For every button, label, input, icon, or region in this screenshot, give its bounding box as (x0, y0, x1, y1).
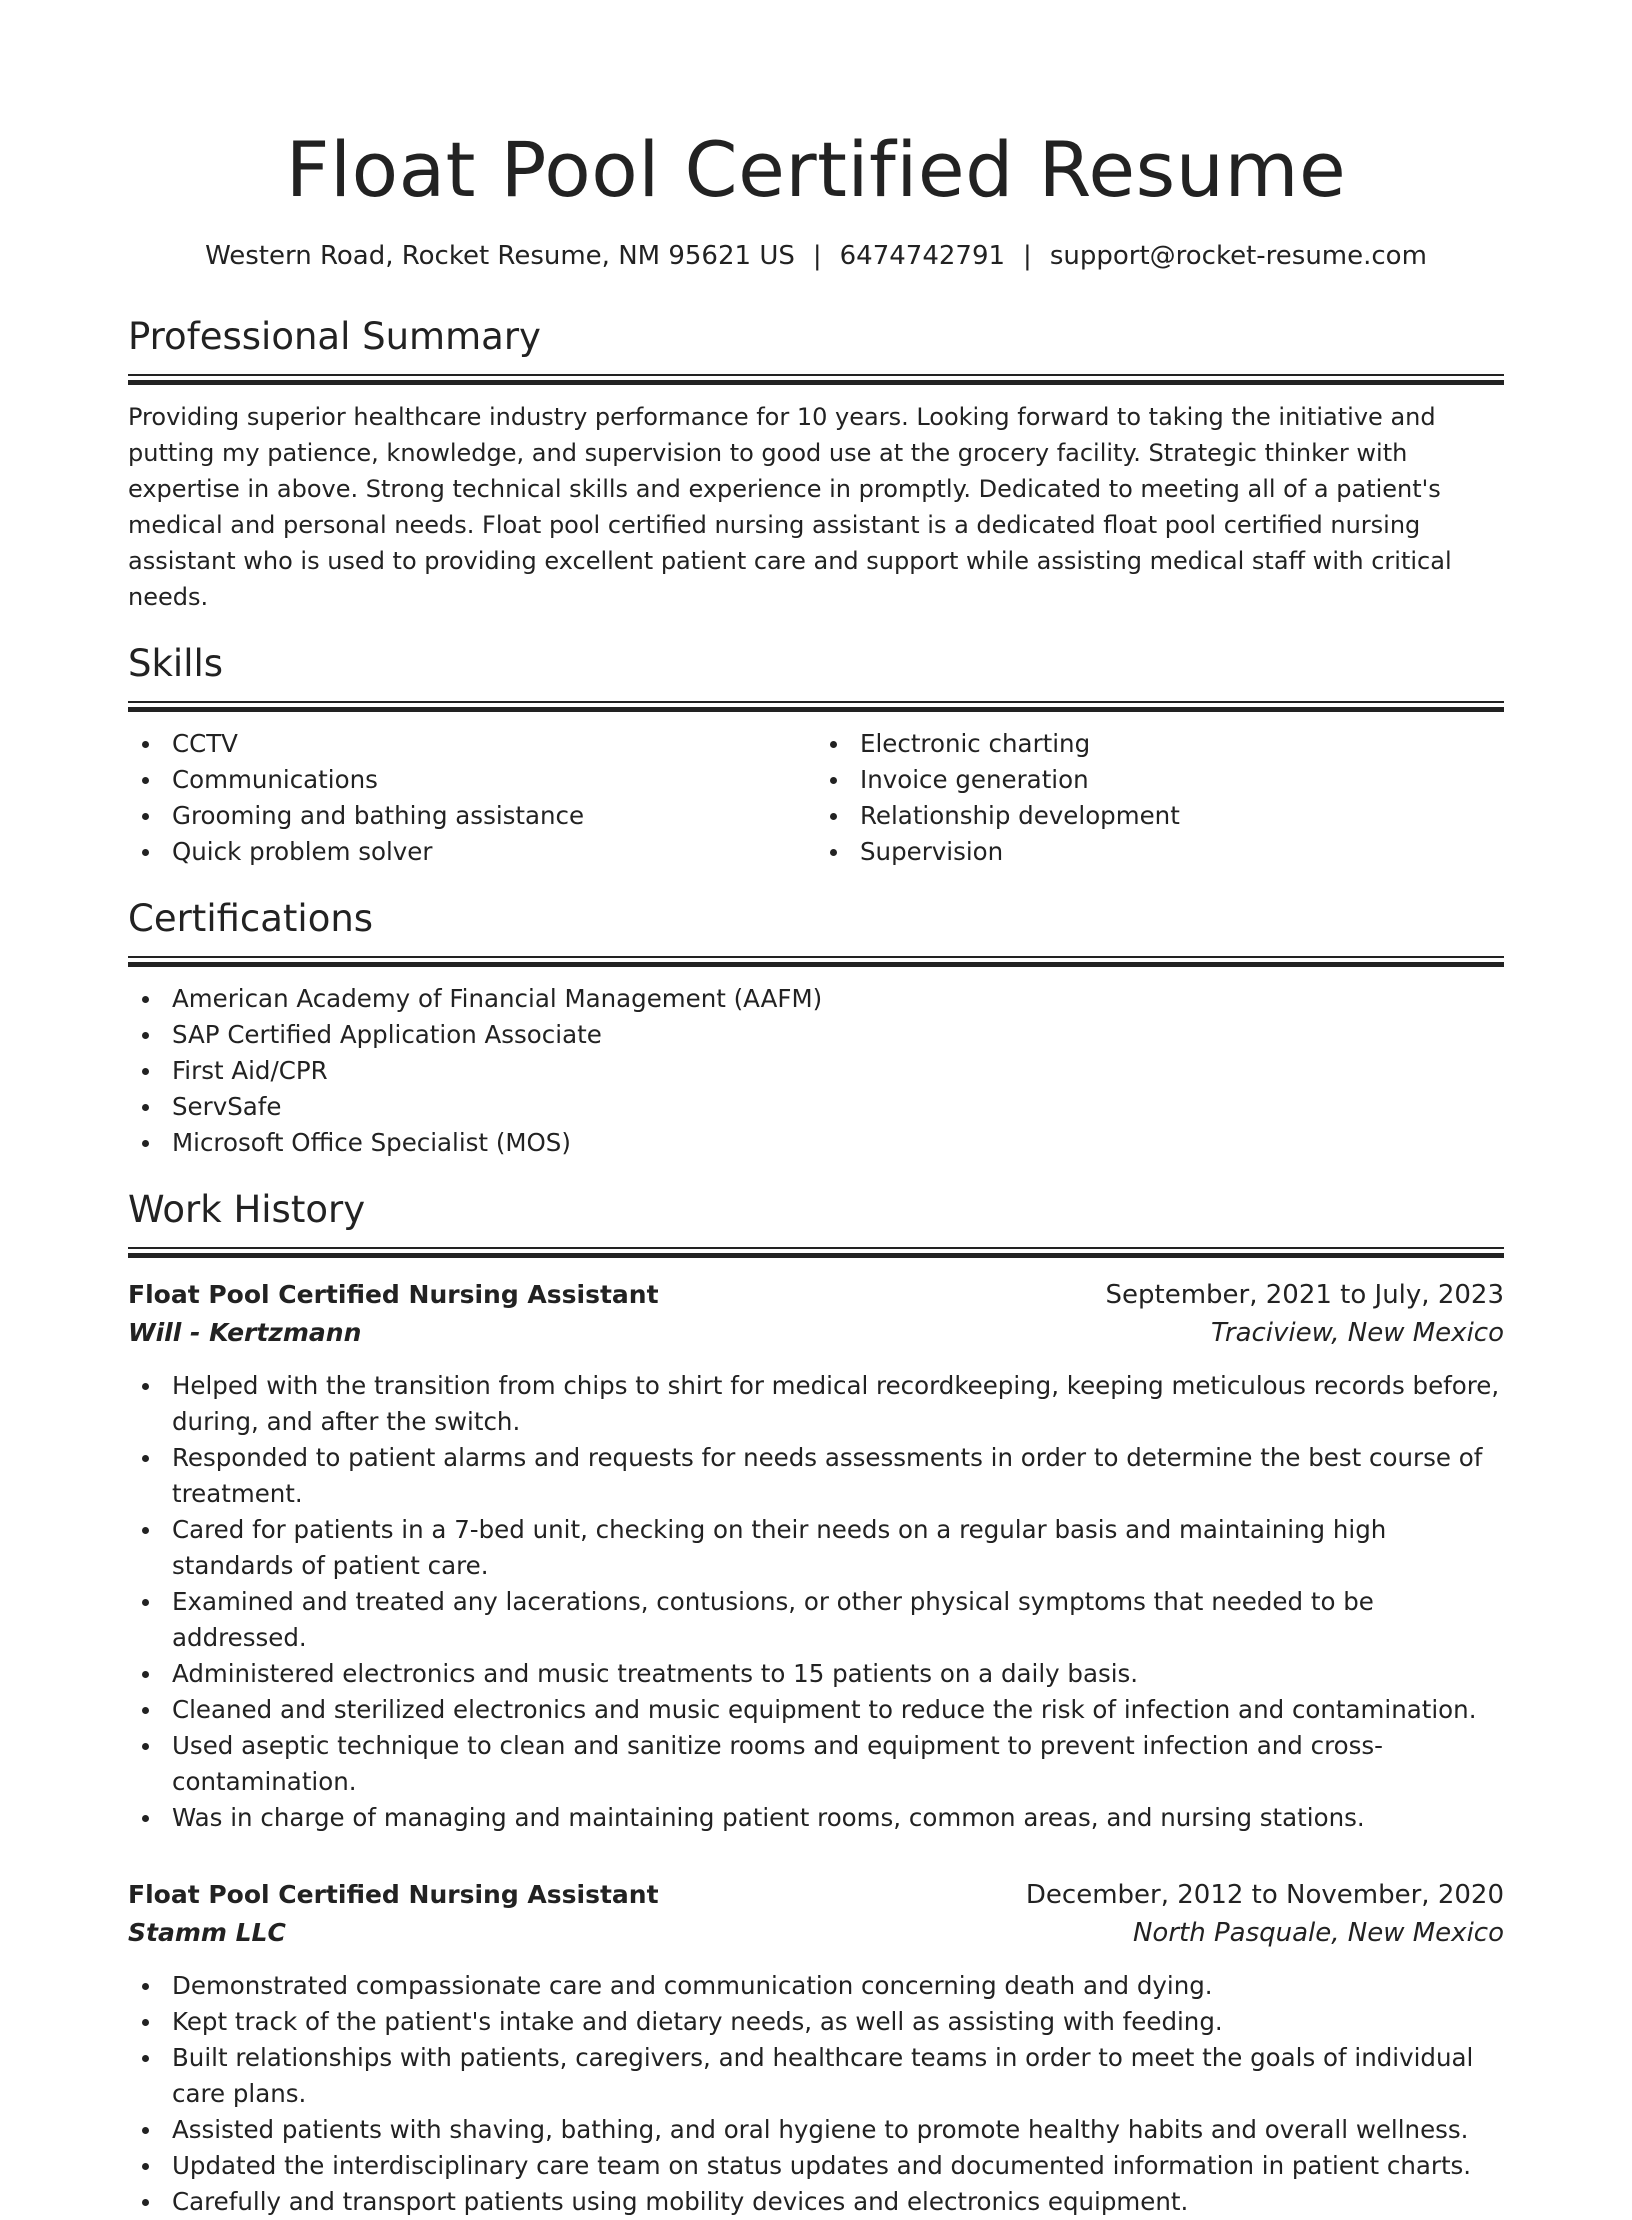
job-dates: December, 2012 to November, 2020 (1025, 1880, 1504, 1910)
skills-left-list (128, 726, 816, 870)
job-company: Will - Kertzmann (128, 1318, 362, 1347)
job-bullet: Updated the interdisciplinary care team on status updates and documented information in patient charts. (128, 2148, 1504, 2184)
contact-separator: | (1023, 241, 1032, 271)
skill-item: Relationship development (816, 798, 1504, 834)
job-title: Float Pool Certified Nursing Assistant (128, 1280, 659, 1309)
job-location: Traciview, New Mexico (1211, 1318, 1504, 1348)
contact-separator: | (812, 241, 822, 271)
job-bullet: Carefully and transport patients using mobility devices and electronics equipment. (128, 2184, 1504, 2220)
job-bullet: Responded to patient alarms and requests for needs assessments in order to determine the best course of treatment. (128, 1440, 1504, 1512)
certification-item: American Academy of Financial Management (AAFM) (128, 981, 1504, 1017)
job-bullet: Assisted patients with shaving, bathing, and oral hygiene to promote healthy habits and overall wellness. (128, 2112, 1504, 2148)
certifications-heading: Certifications (128, 897, 374, 940)
summary-text: Providing superior healthcare industry performance for 10 years. Looking forward to taking the initiative and putting my patience, knowledge, and supervision to good use at the grocery facility. Strategic thinker with expertise in above. Strong technical skills and experience in promptly. Dedicated to meeting all of a patient's medical and personal needs. Float pool certified nursing assistant is a dedicated float pool certified nursing assistant who is used to providing excellent patient care and support while assisting medical staff with critical needs. (128, 403, 1452, 611)
contact-line (128, 238, 1504, 274)
certifications-section (128, 896, 1504, 1161)
job-bullet: Used aseptic technique to clean and sanitize rooms and equipment to prevent infection and cross-contamination. (128, 1728, 1504, 1800)
job-entry (128, 1276, 1504, 1836)
section-rule (128, 701, 1504, 712)
job-header (128, 1876, 1504, 1914)
skill-item: CCTV (128, 726, 816, 762)
skill-item: Invoice generation (816, 762, 1504, 798)
job-company: Stamm LLC (128, 1918, 286, 1947)
section-rule (128, 1247, 1504, 1258)
summary-section (128, 314, 1504, 615)
work-section (128, 1187, 1504, 2220)
section-rule (128, 956, 1504, 967)
job-subheader (128, 1914, 1504, 1952)
job-bullets (128, 1368, 1504, 1836)
certification-item: Microsoft Office Specialist (MOS) (128, 1125, 1504, 1161)
section-rule (128, 374, 1504, 385)
job-title: Float Pool Certified Nursing Assistant (128, 1880, 659, 1909)
job-bullet: Demonstrated compassionate care and communication concerning death and dying. (128, 1968, 1504, 2004)
skill-item: Quick problem solver (128, 834, 816, 870)
job-bullet: Was in charge of managing and maintaining patient rooms, common areas, and nursing stations. (128, 1800, 1504, 1836)
job-subheader (128, 1314, 1504, 1352)
job-bullet: Built relationships with patients, caregivers, and healthcare teams in order to meet the goals of individual care plans. (128, 2040, 1504, 2112)
job-bullet: Cleaned and sterilized electronics and music equipment to reduce the risk of infection and contamination. (128, 1692, 1504, 1728)
skill-item: Supervision (816, 834, 1504, 870)
job-bullets (128, 1968, 1504, 2220)
contact-email: support@rocket-resume.com (1049, 241, 1427, 271)
job-bullet: Examined and treated any lacerations, contusions, or other physical symptoms that needed to be addressed. (128, 1584, 1504, 1656)
certification-item: First Aid/CPR (128, 1053, 1504, 1089)
contact-address: Western Road, Rocket Resume, NM 95621 US (205, 241, 795, 271)
skill-item: Grooming and bathing assistance (128, 798, 816, 834)
job-bullet: Administered electronics and music treatments to 15 patients on a daily basis. (128, 1656, 1504, 1692)
certification-item: SAP Certified Application Associate (128, 1017, 1504, 1053)
skill-item: Electronic charting (816, 726, 1504, 762)
skill-item: Communications (128, 762, 816, 798)
job-bullet: Cared for patients in a 7-bed unit, checking on their needs on a regular basis and maintaining high standards of patient care. (128, 1512, 1504, 1584)
skills-heading: Skills (128, 642, 224, 685)
job-dates: September, 2021 to July, 2023 (1105, 1280, 1504, 1310)
skills-section (128, 641, 1504, 870)
resume-title: Float Pool Certified Resume (285, 125, 1347, 214)
work-heading: Work History (128, 1188, 366, 1231)
certifications-list (128, 981, 1504, 1161)
job-location: North Pasquale, New Mexico (1132, 1918, 1504, 1948)
skills-right-list (816, 726, 1504, 870)
job-bullet: Kept track of the patient's intake and dietary needs, as well as assisting with feeding. (128, 2004, 1504, 2040)
summary-heading: Professional Summary (128, 315, 541, 358)
contact-phone: 6474742791 (839, 241, 1006, 271)
job-entry (128, 1876, 1504, 2220)
skills-columns (128, 726, 1504, 870)
certification-item: ServSafe (128, 1089, 1504, 1125)
job-bullet: Helped with the transition from chips to shirt for medical recordkeeping, keeping meticulous records before, during, and after the switch. (128, 1368, 1504, 1440)
job-header (128, 1276, 1504, 1314)
